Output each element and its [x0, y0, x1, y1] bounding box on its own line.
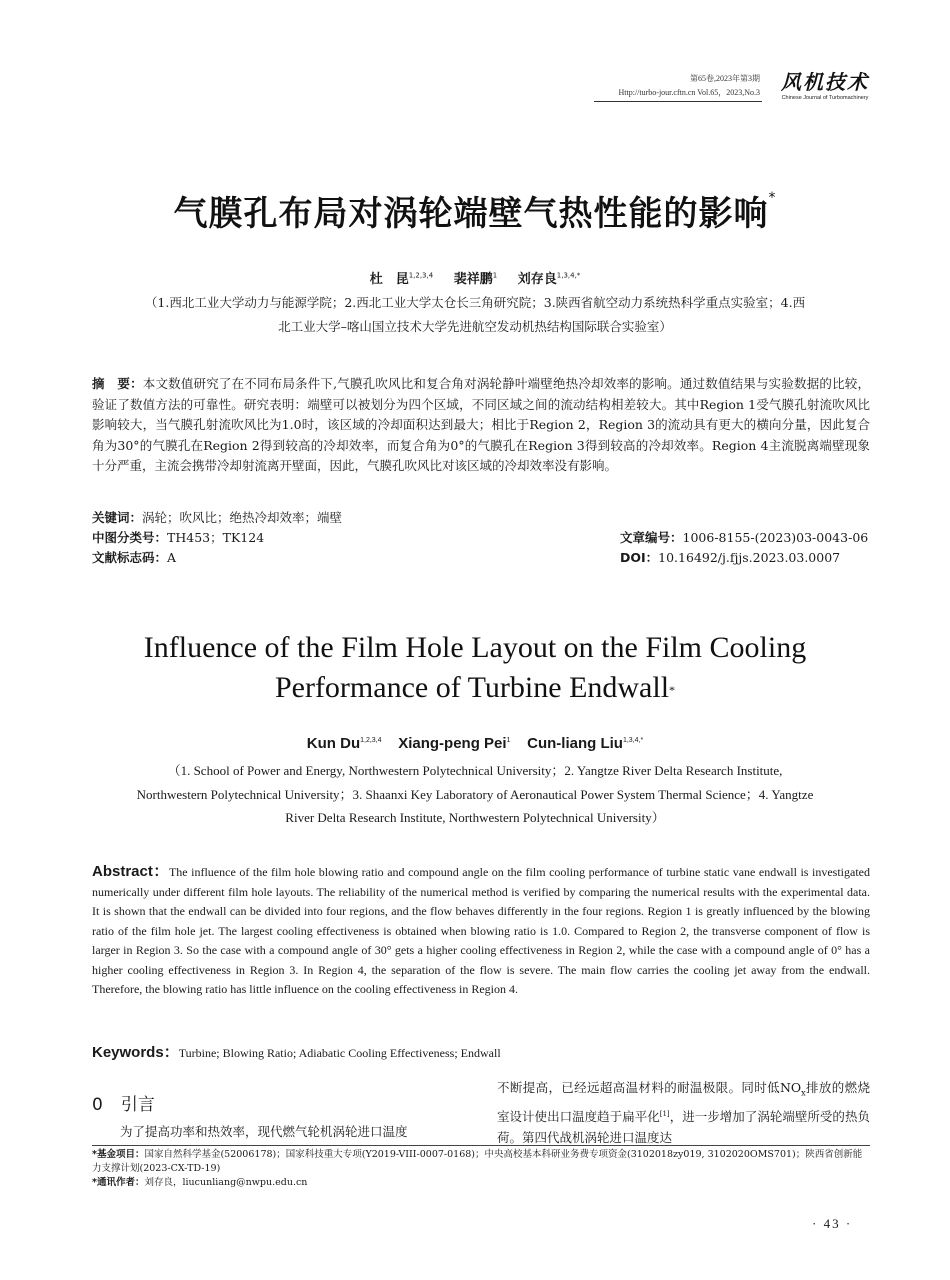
author-name: 杜 昆: [369, 272, 409, 287]
fund-footnote: [92, 1148, 870, 1176]
doc-code-label: 文献标志码：: [92, 550, 168, 565]
abstract-text: 本文数值研究了在不同布局条件下,气膜孔吹风比和复合角对涡轮静叶端壁绝热冷却效率的影响。通过数值结果与实验数据的比较，验证了数值方法的可靠性。研究表明：端壁可以被划分为四个区域，不同区域之间的流动结构相差较大。其中Region 1受气膜孔射流吹风比影响较大，当气膜孔射流吹风比为1.0时，该区域的冷却面积达到最大；相比于Region 2，Region 3的流动具有更大的横向分量，因此复合角为30°的气膜孔在Region 2得到较高的冷却效率，而复合角为0°的气膜孔在Region 3得到较高的冷却效率。Region 4主流脱离端壁现象十分严重，主流会携带冷却射流离开壁面，因此，气膜孔吹风比对该区域的冷却效率没有影响。: [92, 376, 870, 473]
chinese-keywords: [92, 508, 870, 528]
chinese-affiliations: [80, 291, 870, 339]
affiliation-line: Northwestern Polytechnical University；3. Shaanxi Key Laboratory of Aeronautical Power System Thermal Science；4. Yangtze: [136, 786, 814, 802]
url-volume-line: Http://turbo-jour.cftn.cn Vol.65，2023,No.3: [618, 88, 760, 97]
classification-row: [92, 528, 870, 548]
author-name: 刘存良: [517, 272, 557, 287]
english-keywords: [92, 1043, 870, 1063]
author-affil: 1: [492, 271, 498, 280]
keywords-label: 关键词：: [92, 510, 143, 525]
footnote-rule: [92, 1145, 870, 1146]
author-affil: 1,2,3,4: [360, 737, 382, 744]
subscript: x: [801, 1088, 806, 1098]
corr-text: 刘存良，liucunliang@nwpu.edu.cn: [144, 1177, 308, 1188]
chinese-authors: [0, 268, 950, 287]
affiliation-line: 北工业大学–喀山国立技术大学先进航空发动机热结构国际联合实验室）: [278, 319, 672, 334]
section-number: 0: [92, 1095, 103, 1115]
english-abstract: [92, 862, 870, 1000]
issue-line: 第65卷,2023年第3期: [690, 74, 760, 83]
citation[interactable]: [1]: [659, 1110, 670, 1118]
logo-chinese: 风机技术: [781, 70, 869, 94]
author-name: Xiang-peng Pei: [398, 735, 507, 752]
intro-text: 排放的燃烧室设计使出口温度趋于扁平化: [497, 1080, 870, 1125]
chinese-title: [0, 186, 950, 235]
english-title-line: Performance of Turbine Endwall: [274, 671, 670, 704]
corresponding-footnote: [92, 1176, 870, 1190]
clc-label: 中图分类号：: [92, 530, 168, 545]
doc-code-row: [92, 548, 870, 568]
journal-issue-info: [619, 72, 760, 100]
footnotes: [92, 1148, 870, 1190]
header-rule: [594, 101, 762, 102]
english-title-line: Influence of the Film Hole Layout on the Film Cooling: [143, 631, 807, 664]
journal-logo: [773, 70, 877, 102]
abstract-text: The influence of the film hole blowing ratio and compound angle on the film cooling performance of turbine static vane endwall is investigated numerically under different film hole layouts. The reliability of the numerical method is verified by comparing the numerical results with the experimental data. It is shown that the endwall can be divided into four regions, and the flow behaves differently in the four regions. Region 1 is greatly influenced by the blowing ratio of the film hole jet. The largest cooling effectiveness is obtained when blowing ratio is 1.0. Compared to Region 2, the transverse component of flow is larger in Region 3. So the case with a compound angle of 30° gets a higher cooling effectiveness in Region 2, while the case with a compound angle of 0° has a higher cooling effectiveness in Region 3. In Region 4, the separation of the flow is severe. The main flow carries the cooling jet away from the endwall. Therefore, the blowing ratio has little influence on the cooling effectiveness in Region 4.: [92, 865, 870, 996]
corr-label: *通讯作者：: [92, 1177, 145, 1188]
fund-text: 国家自然科学基金(52006178)；国家科技重大专项(Y2019-VIII-0007-0168)；中央高校基本科研业务费专项资金(3102018zy019, 3102020OMS701)；陕西省创新能力支撑计划(2023-CX-TD-19): [92, 1149, 863, 1174]
author-affil: 1: [506, 737, 511, 744]
fund-label: *基金项目：: [92, 1149, 145, 1160]
author-affil: 1,2,3,4: [408, 271, 434, 280]
page-number: · 43 ·: [812, 1216, 853, 1231]
keywords-label: Keywords：: [92, 1044, 179, 1061]
article-no-label: 文章编号：: [620, 530, 683, 545]
intro-text: 不断提高，已经远超高温材料的耐温极限。同时低NO: [497, 1080, 802, 1095]
abstract-label: Abstract：: [92, 863, 169, 880]
title-footnote-mark: *: [669, 683, 676, 697]
intro-right-column: [497, 1078, 870, 1148]
article-no-value: 1006-8155-(2023)03-0043-06: [682, 530, 869, 545]
author-affil: 1,3,4,*: [622, 737, 644, 744]
section-title: 引言: [120, 1095, 155, 1115]
affiliation-line: （1. School of Power and Energy, Northwestern Polytechnical University；2. Yangtze River Delta Research Institute,: [167, 763, 783, 778]
doi-link[interactable]: 10.16492/j.fjjs.2023.03.0007: [658, 550, 841, 565]
chinese-abstract: [92, 374, 870, 477]
clc-value: TH453；TK124: [167, 530, 265, 545]
author-name: Kun Du: [306, 735, 361, 752]
title-footnote-mark: *: [768, 190, 777, 206]
author-name: Cun-liang Liu: [527, 735, 623, 752]
author-affil: 1,3,4,*: [556, 271, 581, 280]
intro-left-column: 为了提高功率和热效率，现代燃气轮机涡轮进口温度: [120, 1124, 408, 1139]
keywords-text: 涡轮；吹风比；绝热冷却效率；端壁: [142, 510, 343, 525]
doi-label: DOI：: [620, 550, 659, 565]
english-affiliations: [80, 759, 870, 830]
keywords-text: Turbine; Blowing Ratio; Adiabatic Cooling Effectiveness; Endwall: [178, 1046, 501, 1060]
affiliation-line: River Delta Research Institute, Northwestern Polytechnical University）: [285, 810, 665, 825]
english-authors: [0, 735, 950, 752]
logo-english: Chinese Journal of Turbomachinery: [781, 95, 869, 101]
author-name: 裴祥鹏: [453, 272, 493, 287]
section-heading: [92, 1090, 474, 1115]
chinese-title-text: 气膜孔布局对涡轮端壁气热性能的影响: [173, 194, 769, 234]
english-title: [0, 628, 950, 708]
abstract-label: 摘 要：: [92, 376, 143, 391]
intro-text: ，进一步增加了涡轮端壁所受的热负荷。第四代战机涡轮进口温度达: [497, 1109, 870, 1145]
affiliation-line: （1.西北工业大学动力与能源学院；2.西北工业大学太仓长三角研究院；3.陕西省航空动力系统热科学重点实验室；4.西: [144, 295, 806, 310]
doc-code-value: A: [167, 550, 177, 565]
